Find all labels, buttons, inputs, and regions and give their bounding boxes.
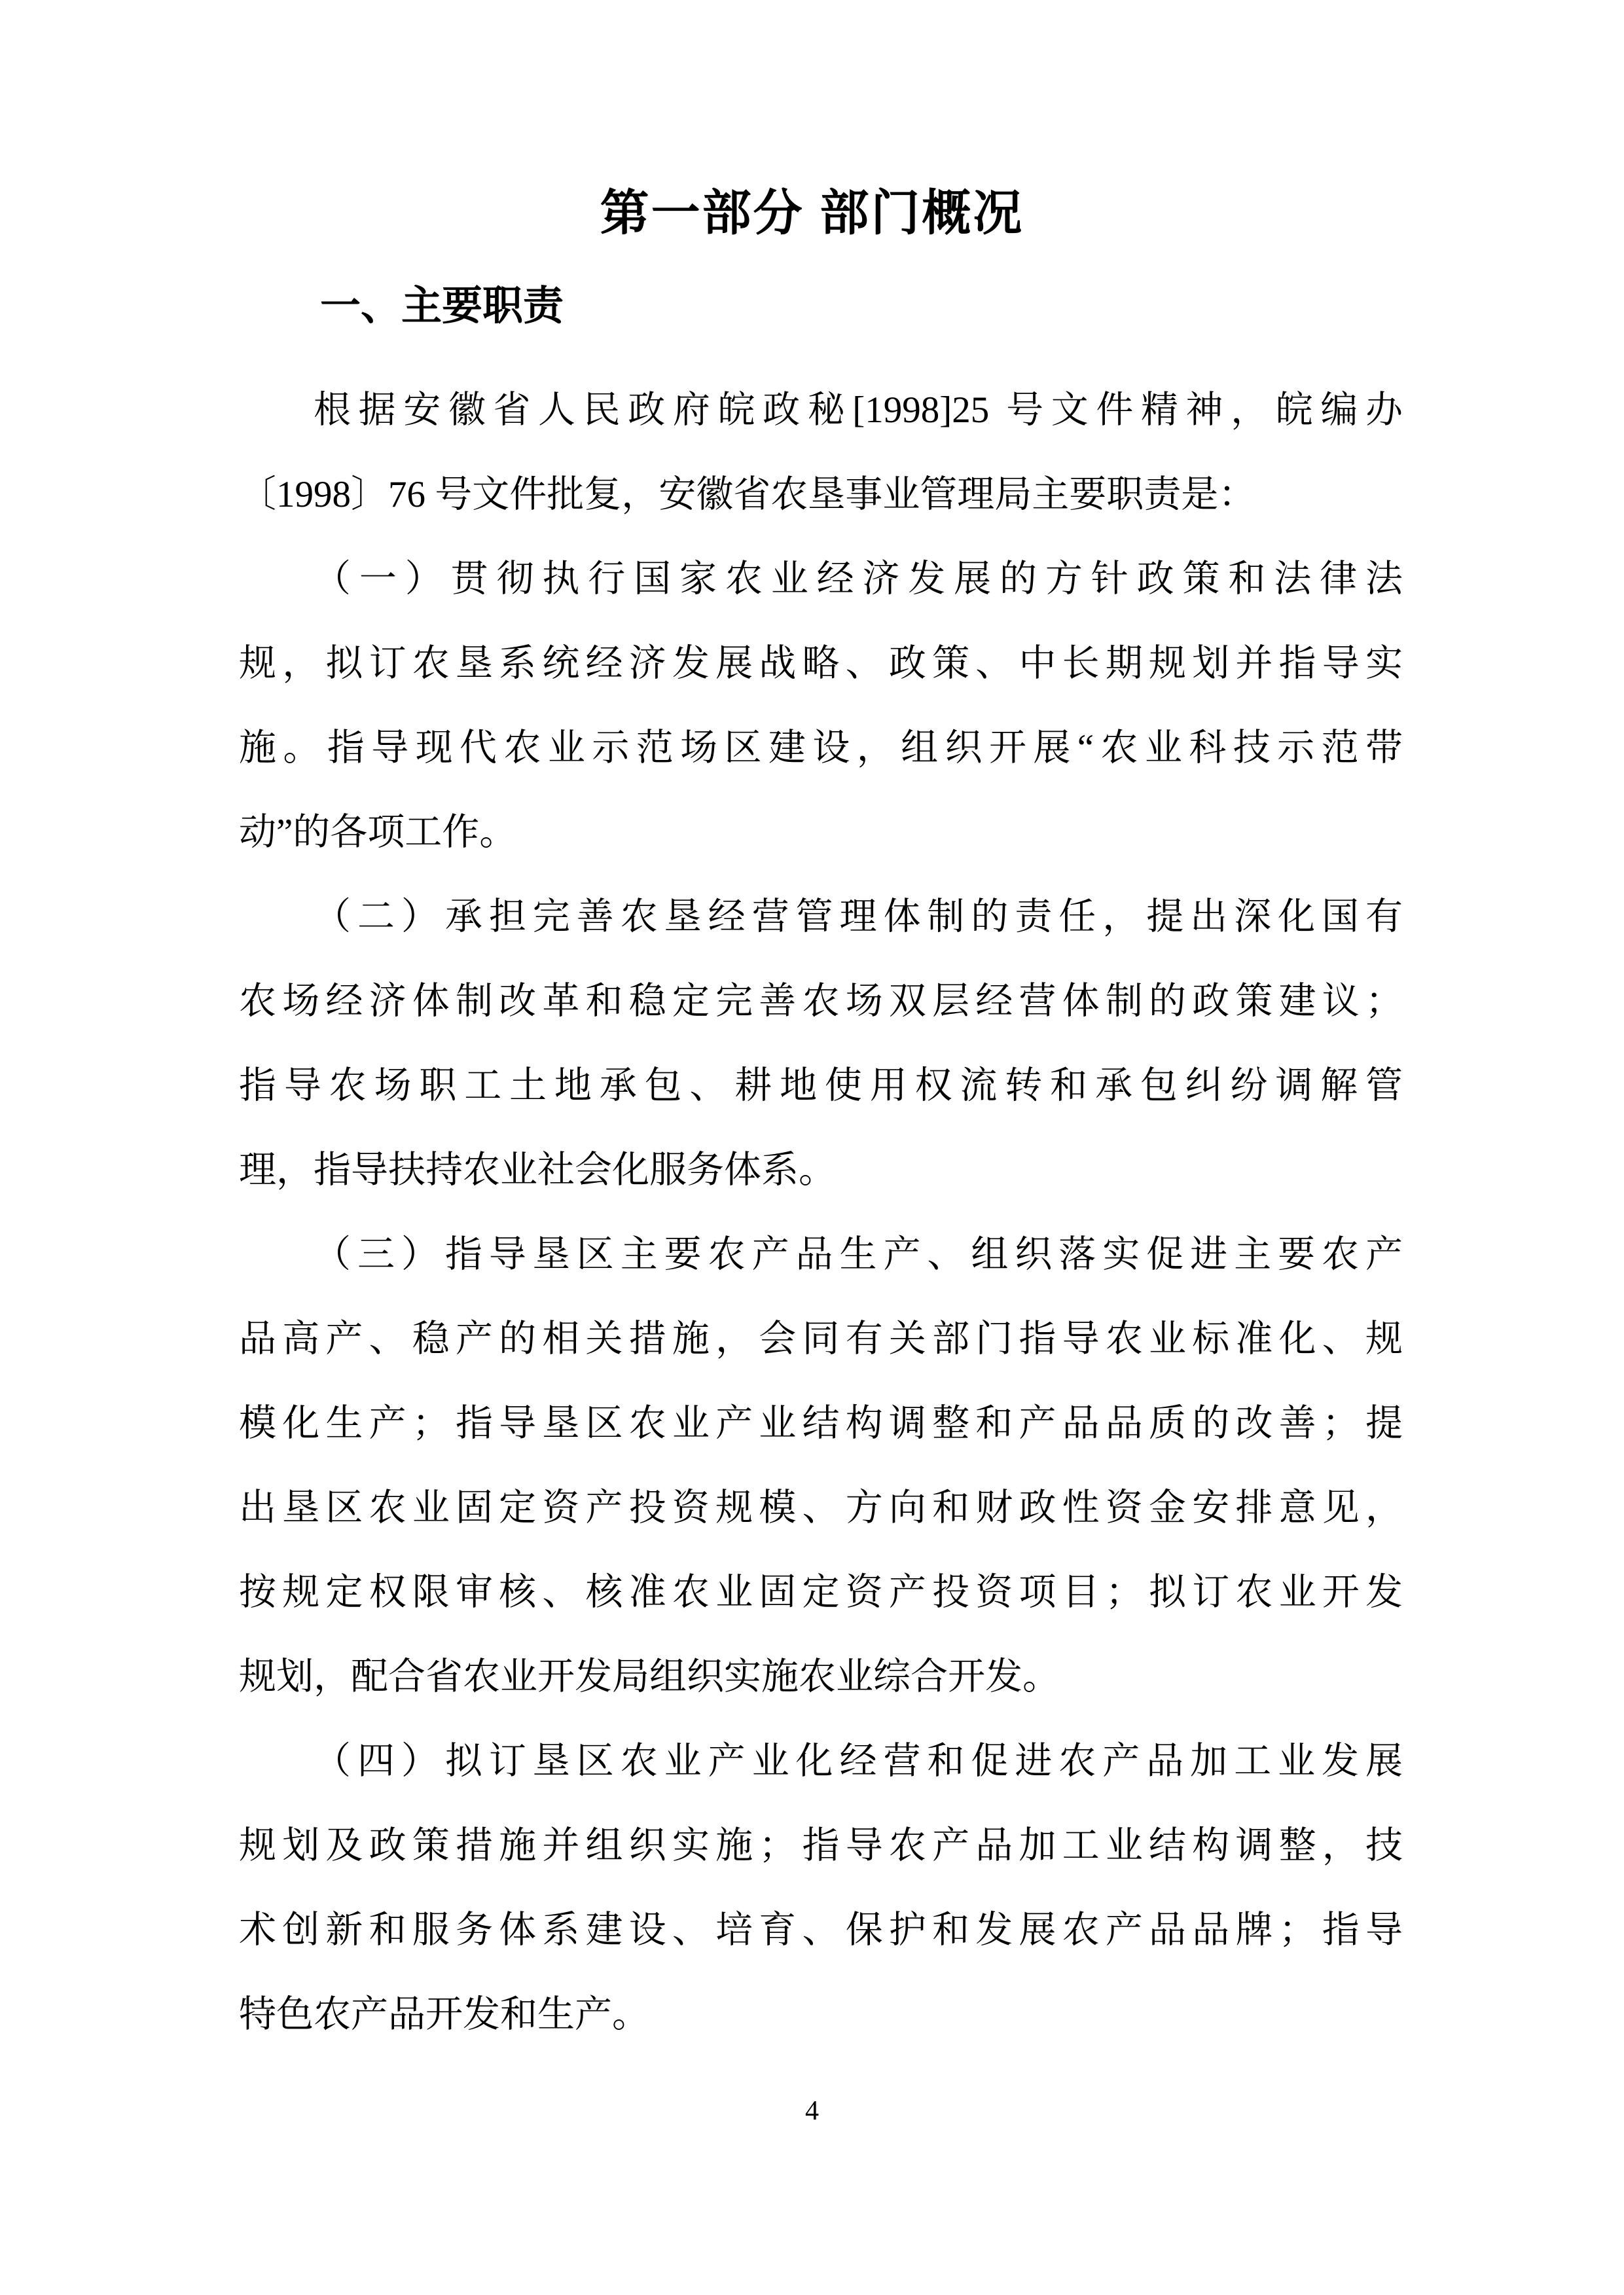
section-heading: 一、主要职责: [320, 283, 564, 329]
body-line: 特色农产品开发和生产。: [239, 1994, 649, 2035]
body-line: 规，拟订农垦系统经济发展战略、政策、中长期规划并指导实: [239, 643, 1403, 684]
body-line: 术创新和服务体系建设、培育、保护和发展农产品品牌；指导: [239, 1909, 1403, 1951]
body-line: 指导农场职工土地承包、耕地使用权流转和承包纠纷调解管: [239, 1065, 1403, 1106]
body-line: 施。指导现代农业示范场区建设，组织开展“农业科技示范带: [239, 727, 1403, 768]
page-number: 4: [805, 2096, 819, 2126]
body-line: 按规定权限审核、核准农业固定资产投资项目；拟订农业开发: [239, 1572, 1403, 1613]
body-line: 规划，配合省农业开发局组织实施农业综合开发。: [239, 1656, 1060, 1697]
body-line: 农场经济体制改革和稳定完善农场双层经营体制的政策建议；: [239, 981, 1403, 1022]
body-line: （二）承担完善农垦经营管理体制的责任，提出深化国有: [314, 896, 1403, 937]
body-line: 理，指导扶持农业社会化服务体系。: [239, 1149, 836, 1191]
document-body: [239, 368, 1403, 2057]
page-title: 第一部分 部门概况: [600, 185, 1024, 240]
body-line: （一）贯彻执行国家农业经济发展的方针政策和法律法: [314, 558, 1403, 600]
body-line: 模化生产；指导垦区农业产业结构调整和产品品质的改善；提: [239, 1403, 1403, 1444]
body-line: 规划及政策措施并组织实施；指导农产品加工业结构调整，技: [239, 1825, 1403, 1866]
body-line: 品高产、稳产的相关措施，会同有关部门指导农业标准化、规: [239, 1318, 1403, 1360]
body-line: 动”的各项工作。: [239, 812, 517, 853]
body-line: （三）指导垦区主要农产品生产、组织落实促进主要农产: [314, 1234, 1403, 1275]
body-line: 根据安徽省人民政府皖政秘[1998]25 号文件精神，皖编办: [314, 389, 1403, 431]
body-line: 出垦区农业固定资产投资规模、方向和财政性资金安排意见，: [239, 1487, 1403, 1528]
body-line: （四）拟订垦区农业产业化经营和促进农产品加工业发展: [314, 1741, 1403, 1782]
body-line: 〔1998〕76 号文件批复，安徽省农垦事业管理局主要职责是：: [239, 474, 1256, 515]
